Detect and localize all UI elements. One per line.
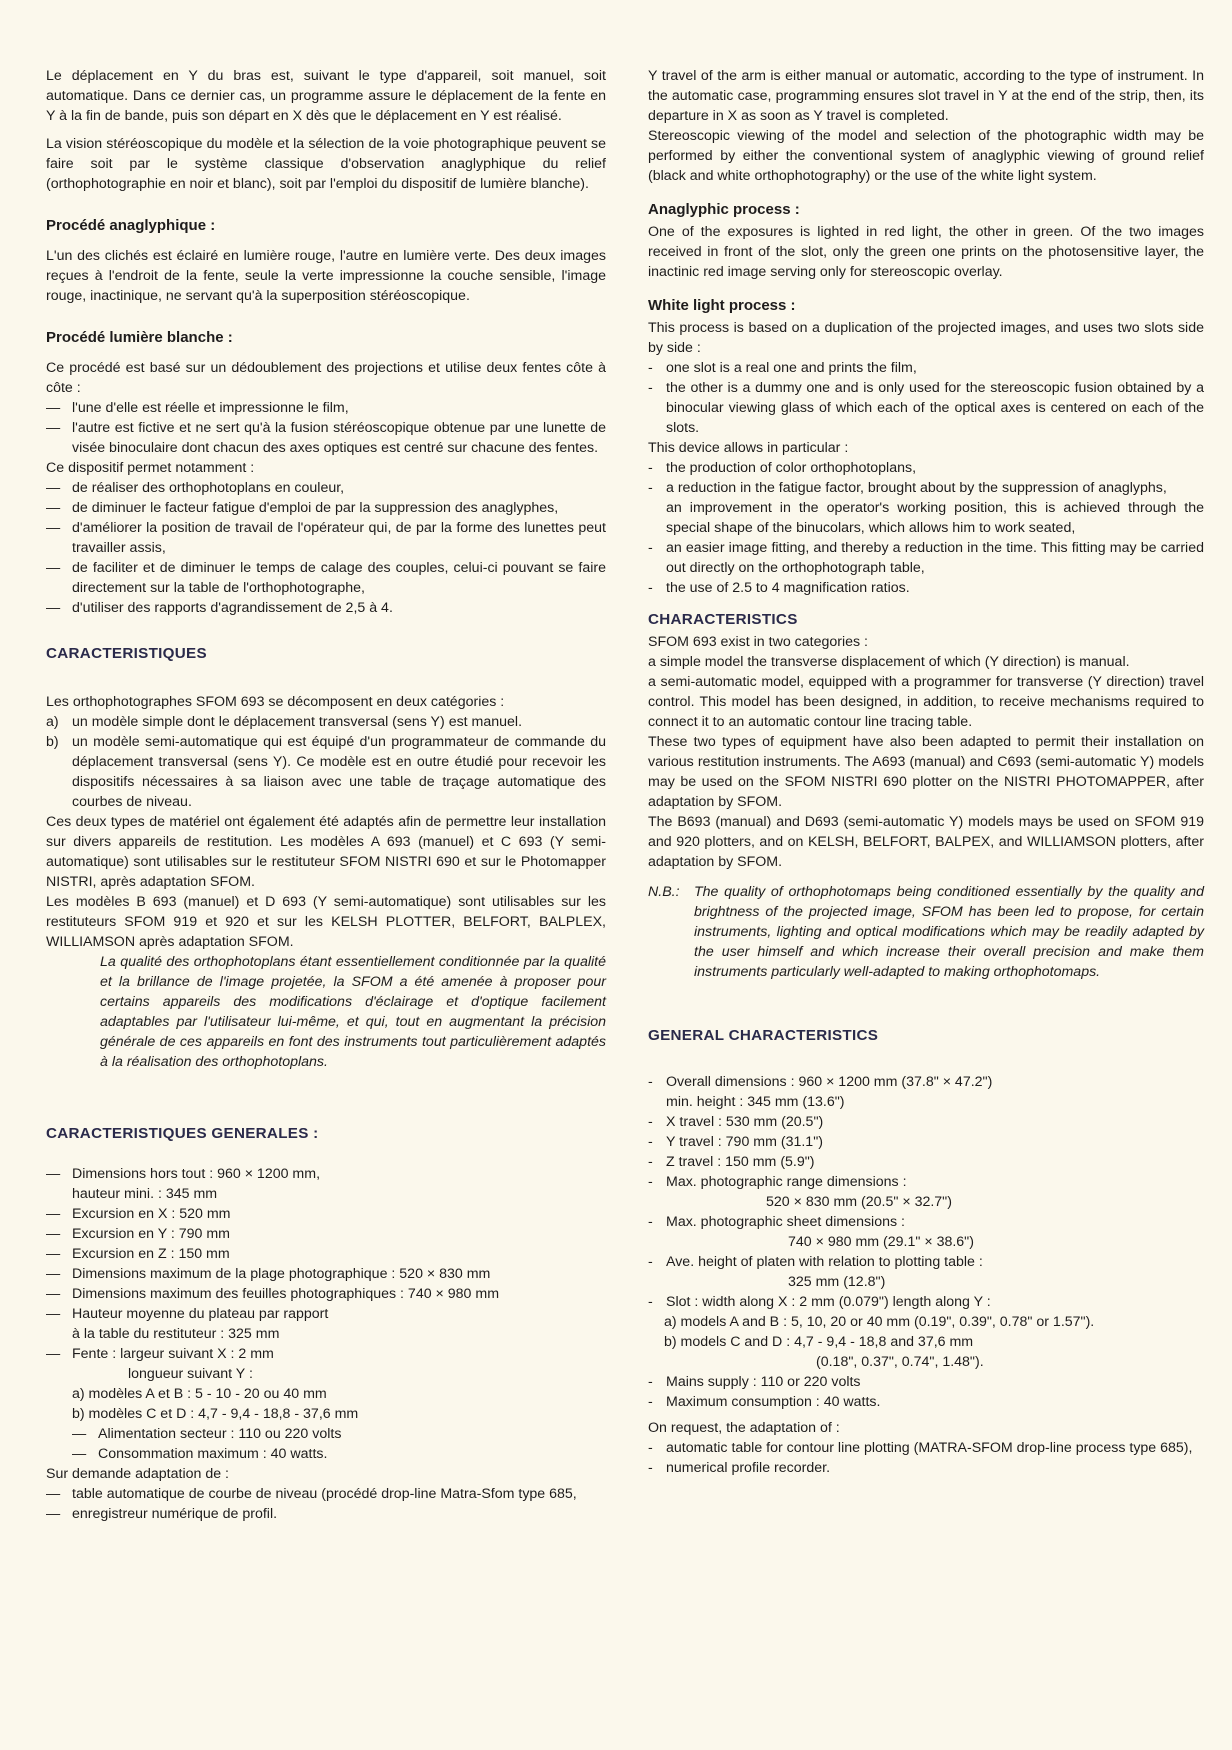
list-item (648, 458, 1204, 478)
list-text: Dimensions maximum des feuilles photographiques : 740 × 980 mm (72, 1286, 500, 1302)
list-marker: b) (46, 734, 59, 750)
list-marker: — (46, 1166, 61, 1182)
intro-paragraph: Y travel of the arm is either manual or automatic, according to the type of instrument. In the automatic case, programming ensures slot travel in Y at the end of the strip, then, its departure in X as soon as Y travel is completed. (648, 68, 1204, 124)
section-subtitle-white-light: White light process : (648, 297, 796, 314)
characteristics-paragraph: Ces deux types de matériel ont également été adaptés afin de permettre leur installation sur divers appareils de restitution. Les modèles A 693 (manuel) et C 693 (Y semi-automatique) sont utilisables sur le restituteur SFOM NISTRI 690 et sur le Photomapper NISTRI, après adaptation SFOM. (46, 814, 606, 890)
list-text: Max. photographic sheet dimensions : (666, 1214, 905, 1230)
request-intro: On request, the adaptation of : (648, 1420, 840, 1436)
section-heading-general: CARACTERISTIQUES GENERALES : (46, 1125, 319, 1142)
list-marker: a) (46, 714, 59, 730)
list-item (46, 398, 606, 418)
spec-item-cont: a) modèles A et B : 5 - 10 - 20 ou 40 mm (72, 1386, 327, 1402)
list-marker: — (46, 1486, 61, 1502)
list-text: the other is a dummy one and is only used for the stereoscopic fusion obtained by a binocular viewing glass of which each of the optical axes is centered on each of the slots. (666, 380, 1204, 436)
spec-item-cont: 740 × 980 mm (29.1" × 38.6") (788, 1234, 974, 1250)
list-marker: - (648, 1440, 653, 1456)
spec-item (648, 1392, 1204, 1412)
spec-item (46, 1444, 606, 1464)
characteristics-paragraph: Les modèles B 693 (manuel) et D 693 (Y semi-automatique) sont utilisables sur les restituteurs SFOM 919 et 920 et sur les KELSH PLOTTER, BELFORT, BALPLEX, WILLIAMSON après adaptation SFOM. (46, 894, 606, 950)
list-text: Fente : largeur suivant X : 2 mm (72, 1346, 274, 1362)
list-marker: - (648, 580, 653, 596)
spec-item (46, 1204, 606, 1224)
list-text: an easier image fitting, and thereby a reduction in the time. This fitting may be carried out directly on the orthophotograph table, (666, 540, 1204, 576)
spec-item (648, 1152, 1204, 1172)
list-marker: - (648, 1294, 653, 1310)
list-marker: — (46, 420, 61, 436)
list-marker: - (648, 1134, 653, 1150)
list-marker: — (46, 480, 61, 496)
list-text: Slot : width along X : 2 mm (0.079") length along Y : (666, 1294, 991, 1310)
list-text: Max. photographic range dimensions : (666, 1174, 907, 1190)
white-light-intro: Ce procédé est basé sur un dédoublement des projections et utilise deux fentes côte à côte : (46, 360, 606, 396)
list-text: Excursion en X : 520 mm (72, 1206, 231, 1222)
section-heading-general: GENERAL CHARACTERISTICS (648, 1027, 879, 1044)
list-text: Hauteur moyenne du plateau par rapport (72, 1306, 329, 1322)
french-column (46, 66, 606, 1524)
list-item (46, 518, 606, 558)
list-text: Overall dimensions : 960 × 1200 mm (37.8" × 47.2") (666, 1074, 993, 1090)
spec-item-cont: b) models C and D : 4,7 - 9,4 - 18,8 and 37,6 mm (664, 1334, 974, 1350)
list-marker: - (648, 540, 653, 556)
section-subtitle-anaglyph: Anaglyphic process : (648, 201, 800, 218)
list-text: d'améliorer la position de travail de l'opérateur qui, de par la forme des lunettes peut travailler assis, (72, 520, 606, 556)
spec-item (46, 1264, 606, 1284)
list-marker: - (648, 460, 653, 476)
spec-item-cont: (0.18", 0.37", 0.74", 1.48"). (816, 1354, 984, 1370)
spec-item (648, 1112, 1204, 1132)
characteristics-paragraph: The B693 (manual) and D693 (semi-automatic Y) models mays be used on SFOM 919 and 920 plotters, and on KELSH, BELFORT, BALPEX, and WILLIAMSON plotters, after adaptation by SFOM. (648, 814, 1204, 870)
list-text: un modèle semi-automatique qui est équipé d'un programmateur de commande du déplacement transversal (sens Y). Ce modèle est en outre étudié pour recevoir les dispositifs nécessaires à sa liaison avec une table de traçage automatique des courbes de niveau. (72, 734, 606, 810)
list-text: de faciliter et de diminuer le temps de calage des couples, celui-ci pouvant se faire directement sur la table de l'orthophotographe, (72, 560, 606, 596)
characteristics-paragraph: SFOM 693 exist in two categories : (648, 634, 868, 650)
list-marker: — (72, 1426, 87, 1442)
list-marker: — (46, 500, 61, 516)
list-text: an improvement in the operator's working position, this is achieved through the special shape of the binucolars, which allows him to work seated, (666, 500, 1204, 536)
list-marker: - (648, 380, 653, 396)
list-text: one slot is a real one and prints the film, (666, 360, 917, 376)
spec-item-cont: longueur suivant Y : (128, 1366, 253, 1382)
spec-item (46, 1424, 606, 1444)
nb-text: The quality of orthophotomaps being conditioned essentially by the quality and brightness of the projected image, SFOM has been led to propose, for certain instruments, lighting and optical modifications which may be readily adapted by the user himself and which increase their overall precision and make them instruments particularly well-adapted to making orthophotomaps. (694, 884, 1204, 980)
list-marker: — (46, 1286, 61, 1302)
request-intro: Sur demande adaptation de : (46, 1466, 229, 1482)
list-marker: — (46, 560, 61, 576)
list-marker: — (72, 1446, 87, 1462)
spec-item-cont: hauteur mini. : 345 mm (72, 1186, 218, 1202)
list-marker: — (46, 1246, 61, 1262)
list-marker: — (46, 1266, 61, 1282)
list-text: Dimensions maximum de la plage photographique : 520 × 830 mm (72, 1266, 491, 1282)
list-item (648, 478, 1204, 498)
english-column (648, 66, 1204, 1478)
spec-item-cont: 520 × 830 mm (20.5" × 32.7") (766, 1194, 952, 1210)
anaglyph-paragraph: L'un des clichés est éclairé en lumière rouge, l'autre en lumière verte. Des deux images reçues à l'endroit de la fente, seule la verte impressionne la couche sensible, l'image rouge, inactinique, ne servant qu'à la superposition stéréoscopique. (46, 248, 606, 304)
spec-item (46, 1504, 606, 1524)
list-marker: - (648, 1114, 653, 1130)
list-item (46, 712, 606, 732)
spec-item (46, 1244, 606, 1264)
list-text: the use of 2.5 to 4 magnification ratios. (666, 580, 910, 596)
list-text: numerical profile recorder. (666, 1460, 831, 1476)
spec-item-cont: à la table du restituteur : 325 mm (72, 1326, 280, 1342)
list-text: Excursion en Y : 790 mm (72, 1226, 230, 1242)
list-item (648, 378, 1204, 438)
list-text: un modèle simple dont le déplacement transversal (sens Y) est manuel. (72, 714, 523, 730)
list-text: Excursion en Z : 150 mm (72, 1246, 230, 1262)
list-text: l'autre est fictive et ne sert qu'à la fusion stéréoscopique obtenue par une lunette de visée binoculaire dont chacun des axes optiques est centré sur chacune des fentes. (72, 420, 606, 456)
list-item (648, 578, 1204, 598)
spec-item (648, 1372, 1204, 1392)
spec-item (46, 1304, 606, 1324)
list-marker: — (46, 1206, 61, 1222)
list-marker (648, 498, 666, 538)
spec-item (648, 1132, 1204, 1152)
nb-note (648, 882, 1204, 982)
list-text: Maximum consumption : 40 watts. (666, 1394, 881, 1410)
list-text: d'utiliser des rapports d'agrandissement de 2,5 à 4. (72, 600, 393, 616)
spec-item-cont: b) modèles C et D : 4,7 - 9,4 - 18,8 - 37,6 mm (72, 1406, 359, 1422)
list-text: Alimentation secteur : 110 ou 220 volts (98, 1426, 342, 1442)
list-marker: - (648, 360, 653, 376)
characteristics-paragraph: a semi-automatic model, equipped with a programmer for transverse (Y direction) travel control. This model has been designed, in addition, to receive mechanisms required to connect it to an automatic contour line tracing table. (648, 674, 1204, 730)
list-text: the production of color orthophotoplans, (666, 460, 917, 476)
spec-item (648, 1212, 1204, 1232)
list-text: Dimensions hors tout : 960 × 1200 mm, (72, 1166, 321, 1182)
list-marker: - (648, 1374, 653, 1390)
list-marker: — (46, 520, 61, 536)
list-marker: - (648, 1460, 653, 1476)
characteristics-paragraph: a simple model the transverse displacement of which (Y direction) is manual. (648, 654, 1130, 670)
intro-paragraph: Stereoscopic viewing of the model and selection of the photographic width may be performed by either the conventional system of anaglyphic viewing of ground relief (black and white orthophotography) or the use of the white light system. (648, 128, 1204, 184)
list-text: Y travel : 790 mm (31.1") (666, 1134, 823, 1150)
list-text: Z travel : 150 mm (5.9") (666, 1154, 815, 1170)
allows-intro: Ce dispositif permet notamment : (46, 460, 255, 476)
list-text: Consommation maximum : 40 watts. (98, 1446, 328, 1462)
spec-item (648, 1252, 1204, 1272)
list-item (46, 498, 606, 518)
list-item (648, 358, 1204, 378)
allows-intro: This device allows in particular : (648, 440, 849, 456)
section-heading-characteristics: CHARACTERISTICS (648, 611, 798, 628)
intro-paragraph: La vision stéréoscopique du modèle et la sélection de la voie photographique peuvent se faire soit par le système classique d'observation anaglyphique du relief (orthophotographie en noir et blanc), soit par l'emploi du dispositif de lumière blanche). (46, 136, 606, 192)
section-subtitle-white-light: Procédé lumière blanche : (46, 329, 233, 346)
list-item (648, 498, 1204, 538)
section-subtitle-anaglyph: Procédé anaglyphique : (46, 217, 216, 234)
white-light-intro: This process is based on a duplication of the projected images, and uses two slots side by side : (648, 320, 1204, 356)
characteristics-intro: Les orthophotographes SFOM 693 se décomposent en deux catégories : (46, 694, 505, 710)
list-text: enregistreur numérique de profil. (72, 1506, 278, 1522)
list-marker: — (46, 1306, 61, 1322)
list-marker: — (46, 400, 61, 416)
nb-label: N.B.: (648, 884, 680, 900)
list-marker: - (648, 1154, 653, 1170)
list-item (648, 538, 1204, 578)
spec-item (46, 1344, 606, 1364)
spec-item (648, 1172, 1204, 1192)
spec-item (648, 1458, 1204, 1478)
list-text: Ave. height of platen with relation to plotting table : (666, 1254, 983, 1270)
list-item (46, 418, 606, 458)
italic-note: La qualité des orthophotoplans étant essentiellement conditionnée par la qualité et la brillance de l'image projetée, la SFOM a été amenée à proposer pour certains appareils des modifications d'éclairage et d'optique facilement adaptables par l'utilisateur lui-même, et qui, tout en augmentant la précision générale de ces appareils en font des instruments tout particulièrement adaptés à la réalisation des orthophotoplans. (100, 954, 606, 1070)
section-heading-characteristics: CARACTERISTIQUES (46, 645, 207, 662)
spec-item-cont: a) models A and B : 5, 10, 20 or 40 mm (0.19", 0.39", 0.78" or 1.57"). (664, 1314, 1095, 1330)
list-item (46, 478, 606, 498)
list-marker: - (648, 1214, 653, 1230)
spec-item (46, 1164, 606, 1184)
list-text: table automatique de courbe de niveau (procédé drop-line Matra-Sfom type 685, (72, 1486, 577, 1502)
list-marker: - (648, 1254, 653, 1270)
spec-item-cont: min. height : 345 mm (13.6") (666, 1094, 845, 1110)
characteristics-paragraph: These two types of equipment have also been adapted to permit their installation on various restitution instruments. The A693 (manual) and C693 (semi-automatic Y) models may be used on the SFOM NISTRI 690 plotter on the NISTRI PHOTOMAPPER, after adaptation by SFOM. (648, 734, 1204, 810)
list-text: de diminuer le facteur fatigue d'emploi de par la suppression des anaglyphes, (72, 500, 559, 516)
list-text: a reduction in the fatigue factor, brought about by the suppression of anaglyphs, (666, 480, 1167, 496)
spec-item (648, 1438, 1204, 1458)
anaglyph-paragraph: One of the exposures is lighted in red light, the other in green. Of the two images received in front of the slot, only the green one prints on the photosensitive layer, the inactinic red image serving only for stereoscopic overlay. (648, 224, 1204, 280)
list-marker: — (46, 1506, 61, 1522)
list-marker: - (648, 1394, 653, 1410)
list-item (46, 558, 606, 598)
list-item (46, 598, 606, 618)
list-text: de réaliser des orthophotoplans en couleur, (72, 480, 345, 496)
list-text: automatic table for contour line plotting (MATRA-SFOM drop-line process type 685), (666, 1440, 1193, 1456)
spec-item (46, 1284, 606, 1304)
list-text: Mains supply : 110 or 220 volts (666, 1374, 861, 1390)
spec-item (648, 1072, 1204, 1092)
spec-item (648, 1292, 1204, 1312)
list-text: X travel : 530 mm (20.5") (666, 1114, 824, 1130)
list-marker: — (46, 1226, 61, 1242)
list-marker: - (648, 480, 653, 496)
list-marker: — (46, 600, 61, 616)
intro-paragraph: Le déplacement en Y du bras est, suivant le type d'appareil, soit manuel, soit automatique. Dans ce dernier cas, un programme assure le déplacement de la fente en Y à la fin de bande, puis son départ en X dès que le déplacement en Y est réalisé. (46, 68, 606, 124)
list-item (46, 732, 606, 812)
list-text: l'une d'elle est réelle et impressionne le film, (72, 400, 349, 416)
list-marker: - (648, 1174, 653, 1190)
list-marker: - (648, 1074, 653, 1090)
list-marker: — (46, 1346, 61, 1362)
spec-item-cont: 325 mm (12.8") (788, 1274, 886, 1290)
spec-item (46, 1484, 606, 1504)
spec-item (46, 1224, 606, 1244)
